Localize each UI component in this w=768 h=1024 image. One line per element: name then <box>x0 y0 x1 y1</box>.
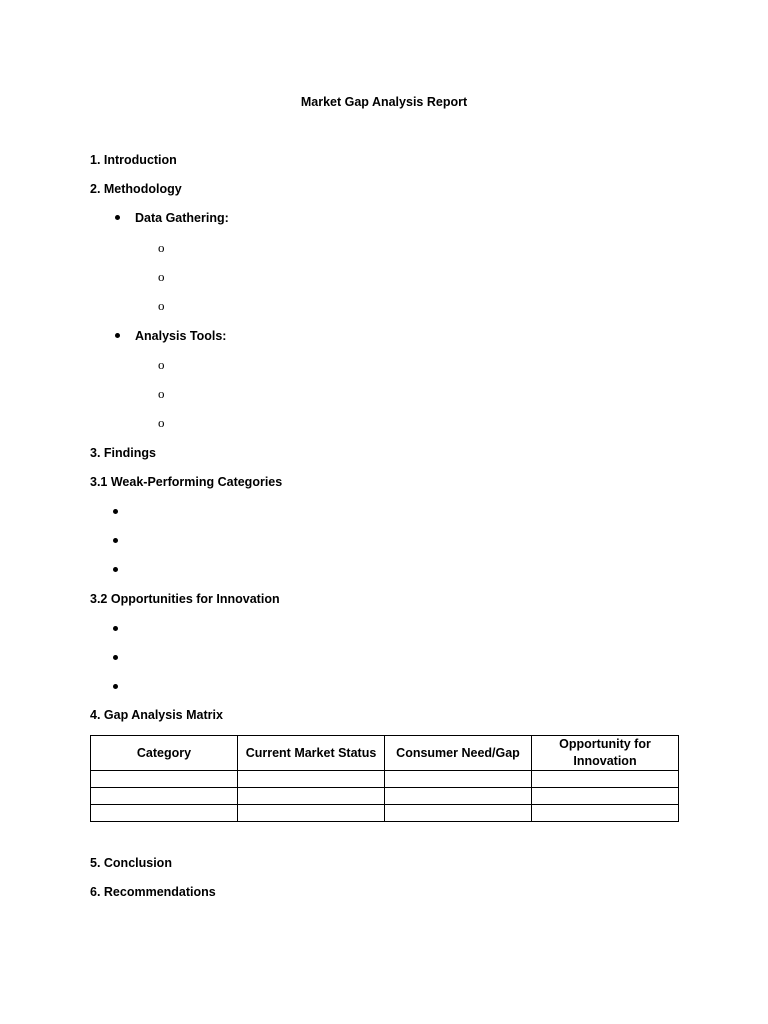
table-cell <box>385 771 532 788</box>
column-header-opportunity: Opportunity for Innovation <box>532 736 679 771</box>
table-cell <box>91 771 238 788</box>
bullet-icon <box>115 215 120 220</box>
table-cell <box>238 788 385 805</box>
bullet-icon <box>113 684 118 689</box>
heading-conclusion: 5. Conclusion <box>90 856 172 870</box>
table-cell <box>238 771 385 788</box>
column-header-consumer-need: Consumer Need/Gap <box>385 736 532 771</box>
column-header-category: Category <box>91 736 238 771</box>
heading-gap-matrix: 4. Gap Analysis Matrix <box>90 708 223 722</box>
table-cell <box>532 771 679 788</box>
heading-weak-categories: 3.1 Weak-Performing Categories <box>90 475 283 489</box>
table-row <box>91 771 679 788</box>
bullet-icon <box>115 333 120 338</box>
sub-bullet-icon: o <box>158 298 165 313</box>
table-cell <box>238 805 385 822</box>
table-cell <box>91 805 238 822</box>
table-header-row <box>91 736 679 771</box>
sub-bullet-icon: o <box>158 415 165 430</box>
bullet-icon <box>113 509 118 514</box>
column-header-market-status: Current Market Status <box>238 736 385 771</box>
heading-methodology: 2. Methodology <box>90 182 182 196</box>
table-cell <box>385 788 532 805</box>
gap-analysis-matrix <box>90 735 679 822</box>
label-data-gathering: Data Gathering: <box>135 211 229 225</box>
bullet-icon <box>113 655 118 660</box>
document-title: Market Gap Analysis Report <box>300 95 468 109</box>
heading-recommendations: 6. Recommendations <box>90 885 216 899</box>
sub-bullet-icon: o <box>158 357 165 372</box>
sub-bullet-icon: o <box>158 240 165 255</box>
heading-opportunities: 3.2 Opportunities for Innovation <box>90 592 280 606</box>
heading-findings: 3. Findings <box>90 446 156 460</box>
table-cell <box>91 788 238 805</box>
sub-bullet-icon: o <box>158 386 165 401</box>
table-row <box>91 805 679 822</box>
heading-introduction: 1. Introduction <box>90 153 177 167</box>
bullet-icon <box>113 538 118 543</box>
table-cell <box>532 788 679 805</box>
bullet-icon <box>113 626 118 631</box>
sub-bullet-icon: o <box>158 269 165 284</box>
table-row <box>91 788 679 805</box>
table-cell <box>385 805 532 822</box>
table-cell <box>532 805 679 822</box>
bullet-icon <box>113 567 118 572</box>
label-analysis-tools: Analysis Tools: <box>135 329 227 343</box>
